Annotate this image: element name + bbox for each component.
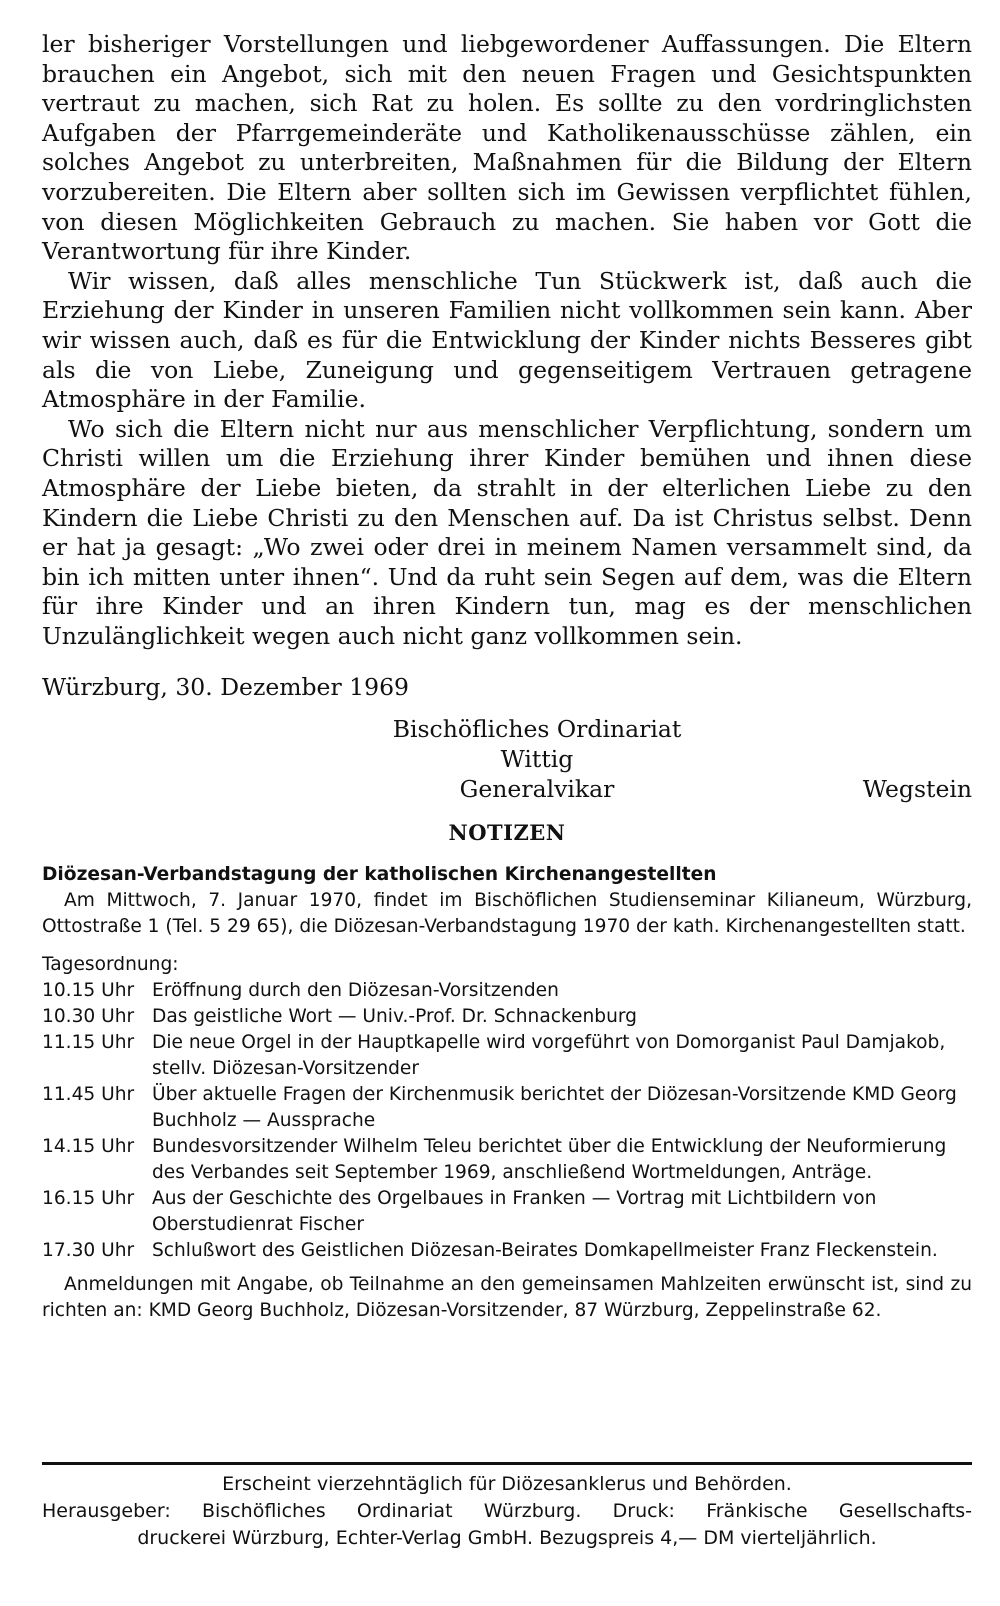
- signature-title: Generalvikar: [459, 775, 615, 804]
- agenda-item: [42, 1082, 972, 1134]
- agenda-time: 11.15 Uhr: [42, 1032, 135, 1054]
- agenda-desc: Bundesvorsitzender Wilhelm Teleu berichtet über die Entwicklung der Neuformierung des Verbandes seit September 1969, anschließend Wortmeldungen, Anträge.: [152, 1136, 947, 1184]
- agenda-item: [42, 1030, 972, 1082]
- signature-office: Bischöfliches Ordinariat: [392, 715, 682, 744]
- agenda-desc: Eröffnung durch den Diözesan-Vorsitzenden: [152, 980, 559, 1002]
- agenda-time: 10.15 Uhr: [42, 980, 135, 1002]
- footer-publisher: Herausgeber: Bischöfliches Ordinariat Würzburg. Druck: Fränkische Gesellschafts-: [42, 1500, 972, 1522]
- notizen-section: [42, 862, 972, 1324]
- body-paragraph-1: ler bisheriger Vorstellungen und liebgewordener Auffassungen. Die Eltern brauchen ein Angebot, sich mit den neuen Fragen und Gesichtspunkten vertraut zu machen, sich Rat zu holen. Es sollte zu den vordringlichsten Aufgaben der Pfarrgemeinderäte und Katholikenausschüsse zählen, ein solches Angebot zu unterbreiten, Maßnahmen für die Bildung der Eltern vorzubereiten. Die Eltern aber sollten sich im Gewissen verpflichtet fühlen, von diesen Möglichkeiten Gebrauch zu machen. Sie haben vor Gott die Verantwortung für ihre Kinder.: [42, 30, 972, 266]
- document-page: [42, 30, 972, 1324]
- footer-frequency: Erscheint vierzehntäglich für Diözesanklerus und Behörden.: [222, 1473, 792, 1495]
- agenda-item: [42, 1004, 972, 1030]
- registration-note: Anmeldungen mit Angabe, ob Teilnahme an den gemeinsamen Mahlzeiten erwünscht ist, sind zu richten an: KMD Georg Buchholz, Diözesan-Vorsitzender, 87 Würzburg, Zeppelinstraße 62.: [42, 1274, 972, 1322]
- agenda-time: 10.30 Uhr: [42, 1006, 135, 1028]
- agenda-list: [42, 978, 972, 1264]
- dateline: Würzburg, 30. Dezember 1969: [42, 673, 409, 702]
- body-paragraph-3: Wo sich die Eltern nicht nur aus menschlicher Verpflichtung, sondern um Christi willen um die Erziehung ihrer Kinder bemühen und ihnen diese Atmosphäre der Liebe bieten, da strahlt in der elterlichen Liebe zu den Kindern die Liebe Christi zu den Menschen auf. Da ist Christus selbst. Denn er hat ja gesagt: „Wo zwei oder drei in meinem Namen versammelt sind, da bin ich mitten unter ihnen“. Und da ruht sein Segen auf dem, was die Eltern für ihre Kinder und an ihren Kindern tun, mag es der menschlichen Unzulänglichkeit wegen auch nicht ganz vollkommen sein.: [42, 414, 972, 650]
- footer-printer: druckerei Würzburg, Echter-Verlag GmbH. Bezugspreis 4,— DM vierteljährlich.: [137, 1527, 877, 1549]
- body-paragraph-2: Wir wissen, daß alles menschliche Tun Stückwerk ist, daß auch die Erziehung der Kinder in unseren Familien nicht vollkommen sein kann. Aber wir wissen auch, daß es für die Entwicklung der Kinder nichts Besseres gibt als die von Liebe, Zuneigung und gegenseitigem Vertrauen getragene Atmosphäre in der Familie.: [42, 266, 972, 414]
- agenda-time: 16.15 Uhr: [42, 1188, 135, 1210]
- signature-cosigner: Wegstein: [862, 775, 972, 804]
- signature-center: [312, 714, 762, 804]
- footer-divider: [42, 1462, 972, 1465]
- agenda-item: [42, 1186, 972, 1238]
- agenda-time: 17.30 Uhr: [42, 1240, 135, 1262]
- signature-block: [42, 714, 972, 806]
- notizen-intro: Am Mittwoch, 7. Januar 1970, findet im Bischöflichen Studienseminar Kilianeum, Würzburg, Ottostraße 1 (Tel. 5 29 65), die Diözesan-Verbandstagung 1970 der kath. Kirchenangestellten statt.: [42, 890, 972, 938]
- agenda-item: [42, 978, 972, 1004]
- agenda-item: [42, 1134, 972, 1186]
- agenda-time: 14.15 Uhr: [42, 1136, 135, 1158]
- agenda-time: 11.45 Uhr: [42, 1084, 135, 1106]
- agenda-desc: Das geistliche Wort — Univ.-Prof. Dr. Schnackenburg: [152, 1006, 637, 1028]
- agenda-desc: Über aktuelle Fragen der Kirchenmusik berichtet der Diözesan-Vorsitzende KMD Georg Buchholz — Aussprache: [152, 1084, 957, 1132]
- publication-footer: [42, 1462, 972, 1552]
- agenda-item: [42, 1238, 972, 1264]
- agenda-label: Tagesordnung:: [42, 954, 179, 976]
- agenda-desc: Die neue Orgel in der Hauptkapelle wird vorgeführt von Domorganist Paul Damjakob, stellv. Diözesan-Vorsitzender: [152, 1032, 946, 1080]
- notizen-subhead: Diözesan-Verbandstagung der katholischen Kirchenangestellten: [42, 864, 717, 886]
- agenda-desc: Schlußwort des Geistlichen Diözesan-Beirates Domkapellmeister Franz Fleckenstein.: [152, 1240, 938, 1262]
- agenda-desc: Aus der Geschichte des Orgelbaues in Franken — Vortrag mit Lichtbildern von Oberstudienrat Fischer: [152, 1188, 877, 1236]
- signature-name: Wittig: [500, 745, 574, 774]
- notizen-title: NOTIZEN: [448, 820, 566, 846]
